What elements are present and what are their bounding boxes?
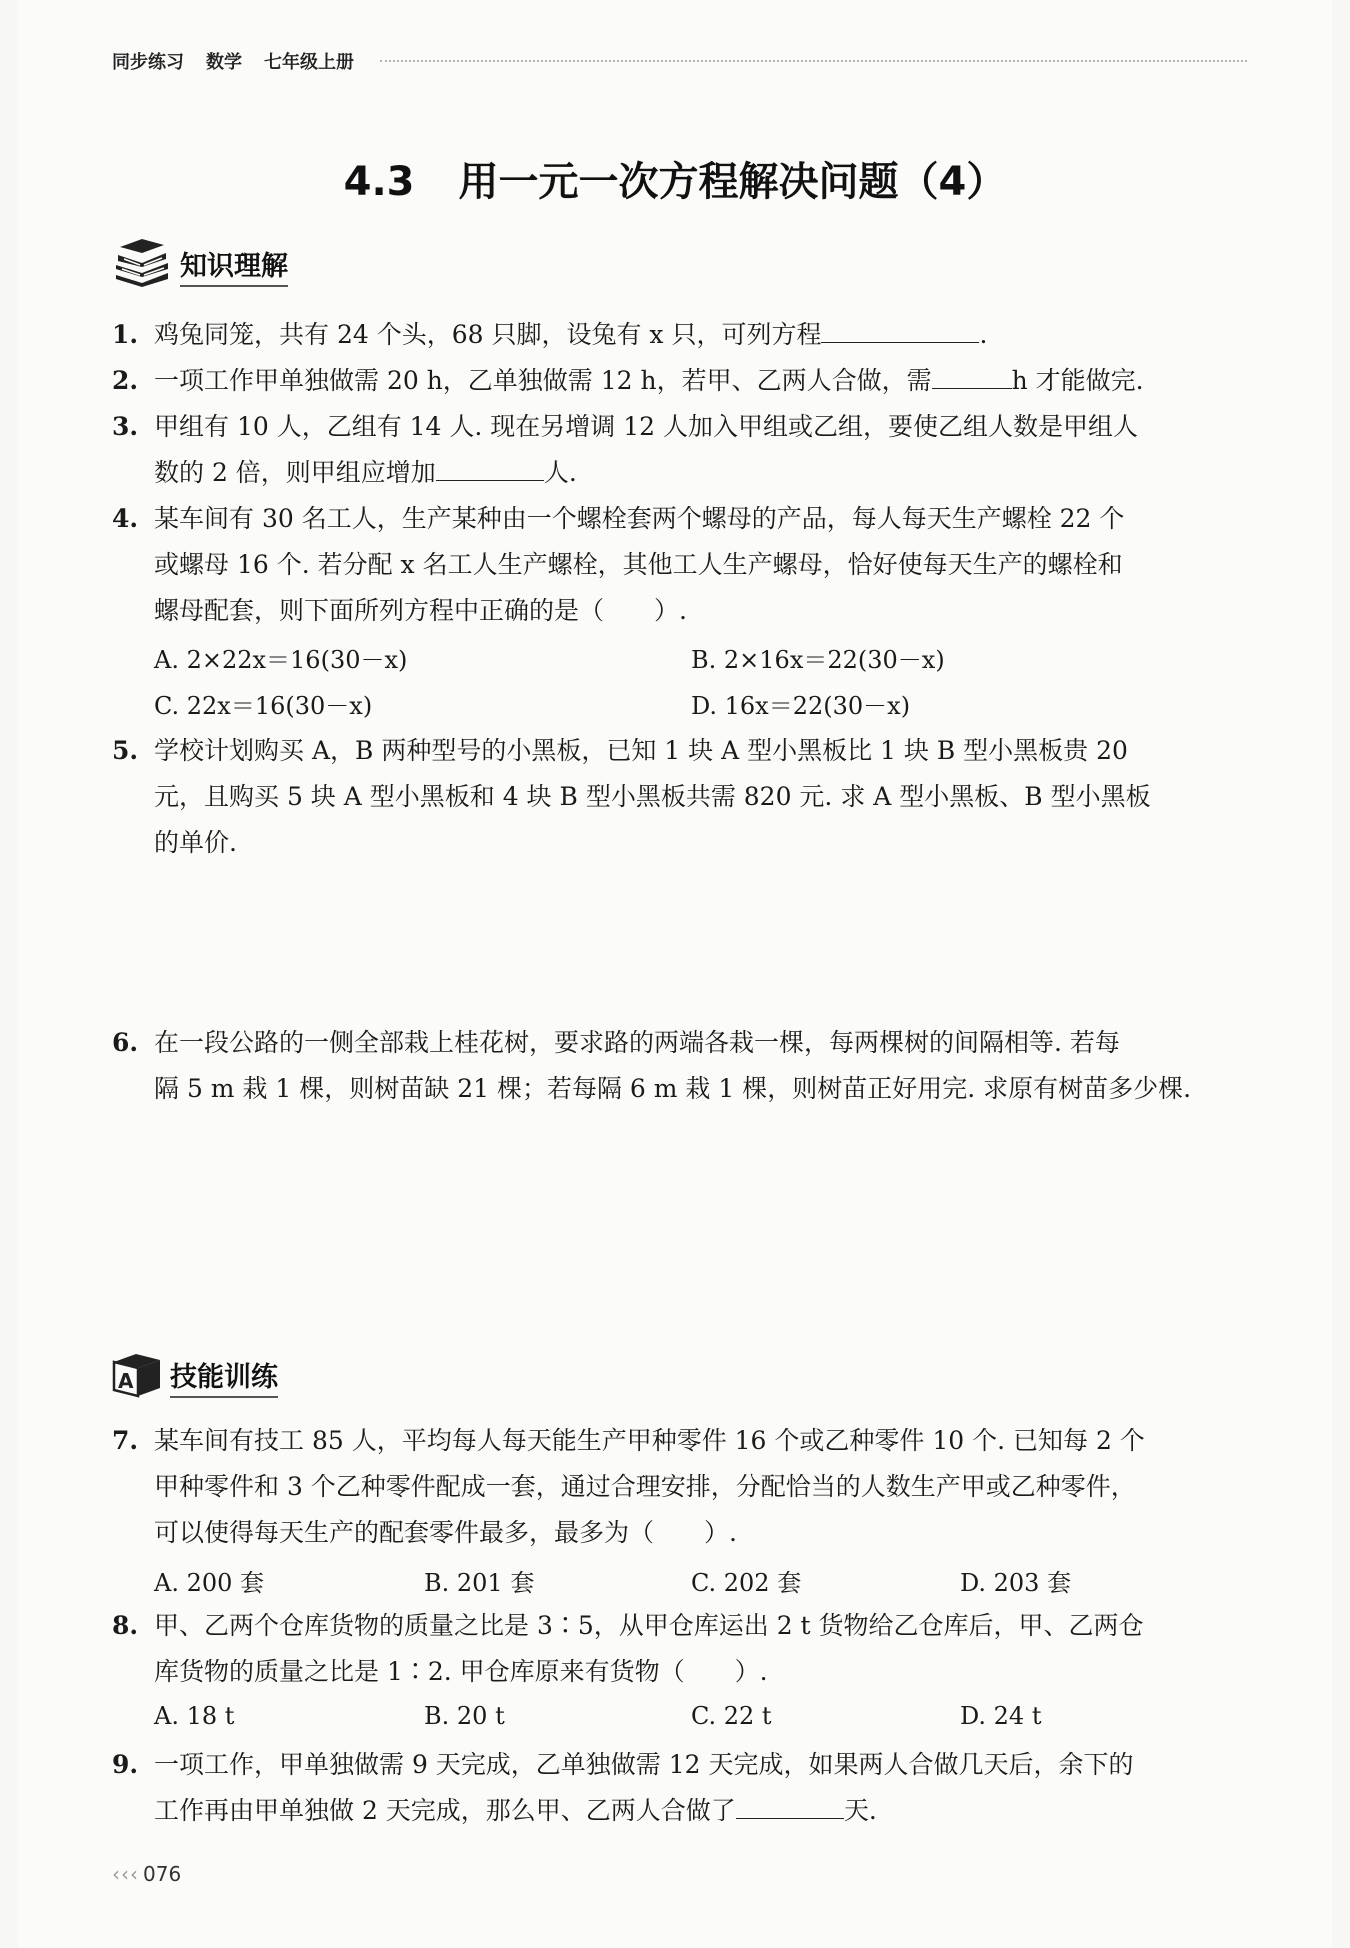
header-subject: 数学 bbox=[206, 52, 242, 73]
question-number: 1. bbox=[112, 320, 139, 349]
option-a[interactable]: A. 2×22x＝16(30－x) bbox=[154, 646, 408, 674]
answer-blank[interactable] bbox=[436, 452, 544, 481]
section-skills bbox=[112, 1348, 278, 1398]
option-d[interactable]: D. 24 t bbox=[960, 1702, 1042, 1730]
header-rule bbox=[380, 60, 1247, 62]
option-b[interactable]: B. 201 套 bbox=[424, 1569, 535, 1597]
question-4 bbox=[112, 496, 1247, 634]
question-text: 甲组有 10 人，乙组有 14 人. 现在另增调 12 人加入甲组或乙组，要使乙组人数是甲组人 bbox=[154, 412, 1139, 441]
answer-blank[interactable] bbox=[821, 314, 979, 343]
question-text: 学校计划购买 A，B 两种型号的小黑板，已知 1 块 A 型小黑板比 1 块 B 型小黑板贵 20 bbox=[154, 736, 1128, 765]
letter-block-icon bbox=[112, 1350, 162, 1398]
section-skills-label: 技能训练 bbox=[170, 1355, 278, 1398]
question-number: 6. bbox=[112, 1028, 139, 1057]
question-text: 螺母配套，则下面所列方程中正确的是（ ）. bbox=[154, 596, 687, 625]
question-text: 元，且购买 5 块 A 型小黑板和 4 块 B 型小黑板共需 820 元. 求 A 型小黑板、B 型小黑板 bbox=[154, 782, 1151, 811]
option-b[interactable]: B. 20 t bbox=[424, 1702, 505, 1730]
option-a[interactable]: A. 18 t bbox=[154, 1702, 235, 1730]
question-number: 3. bbox=[112, 412, 139, 441]
header-grade: 七年级上册 bbox=[264, 52, 354, 73]
question-6 bbox=[112, 1020, 1247, 1112]
question-text: 或螺母 16 个. 若分配 x 名工人生产螺栓，其他工人生产螺母，恰好使每天生产的螺栓和 bbox=[154, 550, 1123, 579]
question-text: 在一段公路的一侧全部栽上桂花树，要求路的两端各栽一棵，每两棵树的间隔相等. 若每 bbox=[154, 1028, 1120, 1057]
question-text-end: 天. bbox=[843, 1796, 877, 1825]
chevrons-icon: ‹‹‹ bbox=[112, 1862, 139, 1886]
question-number: 5. bbox=[112, 736, 139, 765]
question-text: 隔 5 m 栽 1 棵，则树苗缺 21 棵；若每隔 6 m 栽 1 棵，则树苗正好用完. 求原有树苗多少棵. bbox=[154, 1074, 1192, 1103]
question-text: 的单价. bbox=[154, 828, 237, 857]
question-text-end: . bbox=[979, 320, 988, 349]
option-b[interactable]: B. 2×16x＝22(30－x) bbox=[691, 646, 945, 674]
answer-blank[interactable] bbox=[932, 360, 1012, 389]
question-2 bbox=[112, 358, 1247, 404]
running-header bbox=[112, 46, 1247, 76]
section-knowledge-label: 知识理解 bbox=[180, 244, 288, 287]
option-d[interactable]: D. 16x＝22(30－x) bbox=[691, 692, 911, 720]
option-c[interactable]: C. 22x＝16(30－x) bbox=[154, 692, 373, 720]
question-text: 工作再由甲单独做 2 天完成，那么甲、乙两人合做了 bbox=[154, 1796, 736, 1825]
title-text: 用一元一次方程解决问题（4） bbox=[458, 159, 1007, 205]
question-text-end: 人. bbox=[543, 458, 577, 487]
header-book: 同步练习 bbox=[112, 52, 184, 73]
answer-blank[interactable] bbox=[736, 1790, 844, 1819]
svg-text:A: A bbox=[118, 1369, 134, 1393]
question-1 bbox=[112, 312, 1247, 358]
question-text: 某车间有 30 名工人，生产某种由一个螺栓套两个螺母的产品，每人每天生产螺栓 22 个 bbox=[154, 504, 1125, 533]
section-knowledge bbox=[112, 237, 288, 287]
option-c[interactable]: C. 22 t bbox=[691, 1702, 772, 1730]
question-number: 9. bbox=[112, 1750, 139, 1779]
option-a[interactable]: A. 200 套 bbox=[154, 1569, 265, 1597]
option-d[interactable]: D. 203 套 bbox=[960, 1569, 1072, 1597]
question-7 bbox=[112, 1418, 1247, 1556]
option-c[interactable]: C. 202 套 bbox=[691, 1569, 802, 1597]
question-text: 一项工作甲单独做需 20 h，乙单独做需 12 h，若甲、乙两人合做，需 bbox=[154, 366, 932, 395]
question-text: 某车间有技工 85 人，平均每人每天能生产甲种零件 16 个或乙种零件 10 个. 已知每 2 个 bbox=[154, 1426, 1145, 1455]
title-number: 4.3 bbox=[343, 159, 415, 205]
question-number: 2. bbox=[112, 366, 139, 395]
question-text: 一项工作，甲单独做需 9 天完成，乙单独做需 12 天完成，如果两人合做几天后，余下的 bbox=[154, 1750, 1134, 1779]
question-number: 8. bbox=[112, 1611, 139, 1640]
question-number: 7. bbox=[112, 1426, 139, 1455]
question-text-end: h 才能做完. bbox=[1011, 366, 1144, 395]
question-8 bbox=[112, 1603, 1247, 1695]
question-5 bbox=[112, 728, 1247, 866]
question-text: 鸡兔同笼，共有 24 个头，68 只脚，设兔有 x 只，可列方程 bbox=[154, 320, 822, 349]
question-number: 4. bbox=[112, 504, 139, 533]
books-icon bbox=[112, 239, 172, 287]
question-9 bbox=[112, 1742, 1247, 1834]
page-title bbox=[0, 150, 1350, 207]
question-3 bbox=[112, 404, 1247, 496]
question-text: 可以使得每天生产的配套零件最多，最多为（ ）. bbox=[154, 1518, 737, 1547]
question-text: 甲种零件和 3 个乙种零件配成一套，通过合理安排，分配恰当的人数生产甲或乙种零件， bbox=[154, 1472, 1136, 1501]
page-number: 076 bbox=[143, 1862, 182, 1886]
question-text: 库货物的质量之比是 1∶2. 甲仓库原来有货物（ ）. bbox=[154, 1657, 768, 1686]
question-text: 数的 2 倍，则甲组应增加 bbox=[154, 458, 436, 487]
page-footer bbox=[112, 1862, 181, 1886]
question-text: 甲、乙两个仓库货物的质量之比是 3∶5，从甲仓库运出 2 t 货物给乙仓库后，甲、乙两仓 bbox=[154, 1611, 1144, 1640]
